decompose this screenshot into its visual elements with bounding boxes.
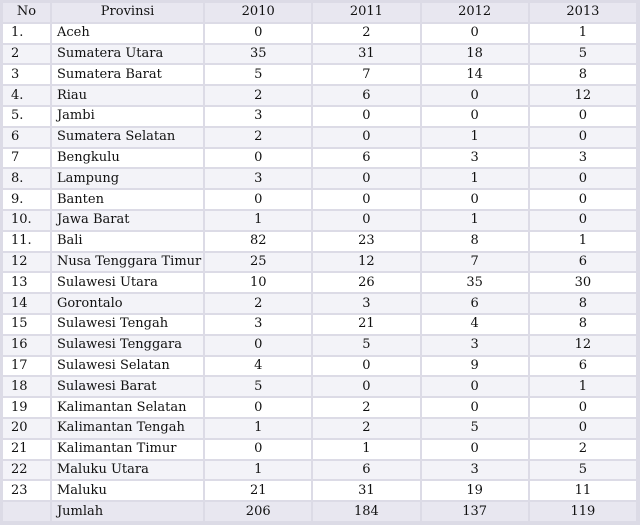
table-row [3,65,636,84]
value-2013: 0 [530,211,636,230]
value-2013: 8 [530,315,636,334]
total-row-number [3,502,50,521]
value-2012: 6 [422,294,528,313]
province-name: Maluku Utara [52,461,203,480]
value-2010: 0 [205,24,311,43]
value-2011: 5 [313,336,419,355]
value-2011: 26 [313,273,419,292]
value-2012: 0 [422,398,528,417]
province-name: Sulawesi Selatan [52,357,203,376]
province-name: Sulawesi Tenggara [52,336,203,355]
table-row [3,419,636,438]
province-name: Aceh [52,24,203,43]
table-row [3,211,636,230]
value-2011: 0 [313,128,419,147]
header-2013: 2013 [530,3,636,22]
row-number: 1. [3,24,50,43]
province-name: Jambi [52,107,203,126]
province-name: Sumatera Utara [52,45,203,64]
province-name: Sulawesi Utara [52,273,203,292]
value-2011: 2 [313,419,419,438]
total-value-2012: 137 [422,502,528,521]
province-name: Banten [52,190,203,209]
row-number: 7 [3,149,50,168]
row-number: 14 [3,294,50,313]
value-2012: 0 [422,377,528,396]
value-2012: 19 [422,481,528,500]
value-2013: 0 [530,190,636,209]
value-2012: 3 [422,461,528,480]
value-2010: 0 [205,149,311,168]
value-2013: 12 [530,86,636,105]
table-row [3,481,636,500]
value-2012: 18 [422,45,528,64]
table-row [3,377,636,396]
value-2010: 10 [205,273,311,292]
row-number: 3 [3,65,50,84]
row-number: 11. [3,232,50,251]
value-2010: 1 [205,211,311,230]
row-number: 16 [3,336,50,355]
value-2010: 1 [205,419,311,438]
value-2013: 5 [530,45,636,64]
table-row [3,107,636,126]
row-number: 19 [3,398,50,417]
header-2010: 2010 [205,3,311,22]
value-2010: 5 [205,65,311,84]
value-2011: 2 [313,24,419,43]
row-number: 12 [3,253,50,272]
value-2010: 0 [205,190,311,209]
value-2011: 6 [313,461,419,480]
value-2010: 2 [205,86,311,105]
value-2013: 0 [530,169,636,188]
row-number: 20 [3,419,50,438]
value-2012: 8 [422,232,528,251]
row-number: 4. [3,86,50,105]
value-2010: 4 [205,357,311,376]
total-province-name: Jumlah [52,502,203,521]
value-2013: 0 [530,128,636,147]
province-name: Kalimantan Tengah [52,419,203,438]
province-name: Sulawesi Tengah [52,315,203,334]
table-row [3,24,636,43]
value-2012: 14 [422,65,528,84]
table-row [3,45,636,64]
value-2012: 0 [422,440,528,459]
value-2011: 3 [313,294,419,313]
value-2013: 0 [530,419,636,438]
table-row [3,190,636,209]
value-2011: 23 [313,232,419,251]
value-2011: 0 [313,377,419,396]
value-2013: 3 [530,149,636,168]
province-name: Lampung [52,169,203,188]
value-2011: 2 [313,398,419,417]
value-2012: 1 [422,211,528,230]
value-2010: 0 [205,440,311,459]
value-2010: 3 [205,169,311,188]
table-row [3,357,636,376]
table-row [3,149,636,168]
value-2010: 2 [205,128,311,147]
province-name: Bali [52,232,203,251]
row-number: 2 [3,45,50,64]
table-row [3,440,636,459]
table-row [3,336,636,355]
value-2010: 2 [205,294,311,313]
table-row [3,461,636,480]
province-name: Kalimantan Timur [52,440,203,459]
value-2012: 35 [422,273,528,292]
row-number: 6 [3,128,50,147]
row-number: 13 [3,273,50,292]
value-2013: 1 [530,232,636,251]
value-2010: 21 [205,481,311,500]
value-2011: 0 [313,211,419,230]
value-2011: 6 [313,86,419,105]
value-2012: 7 [422,253,528,272]
table-row [3,86,636,105]
value-2012: 4 [422,315,528,334]
value-2012: 0 [422,24,528,43]
header-2012: 2012 [422,3,528,22]
value-2013: 8 [530,294,636,313]
row-number: 5. [3,107,50,126]
header-provinsi: Provinsi [52,3,203,22]
value-2010: 35 [205,45,311,64]
value-2012: 0 [422,86,528,105]
value-2013: 5 [530,461,636,480]
province-data-table [1,1,638,523]
value-2013: 11 [530,481,636,500]
header-2011: 2011 [313,3,419,22]
value-2013: 0 [530,107,636,126]
value-2013: 2 [530,440,636,459]
value-2011: 0 [313,357,419,376]
row-number: 9. [3,190,50,209]
value-2010: 5 [205,377,311,396]
table-row [3,294,636,313]
value-2013: 0 [530,398,636,417]
value-2010: 3 [205,107,311,126]
province-name: Sulawesi Barat [52,377,203,396]
row-number: 21 [3,440,50,459]
value-2011: 0 [313,190,419,209]
province-name: Sumatera Selatan [52,128,203,147]
value-2013: 1 [530,377,636,396]
table-row [3,315,636,334]
row-number: 18 [3,377,50,396]
table-row [3,232,636,251]
value-2010: 3 [205,315,311,334]
province-name: Gorontalo [52,294,203,313]
row-number: 22 [3,461,50,480]
value-2011: 21 [313,315,419,334]
value-2010: 1 [205,461,311,480]
value-2013: 30 [530,273,636,292]
value-2011: 1 [313,440,419,459]
value-2013: 8 [530,65,636,84]
province-name: Riau [52,86,203,105]
value-2010: 0 [205,336,311,355]
value-2012: 1 [422,169,528,188]
province-name: Sumatera Barat [52,65,203,84]
value-2011: 31 [313,45,419,64]
province-name: Nusa Tenggara Timur [52,253,203,272]
table-body [3,24,636,521]
value-2012: 3 [422,336,528,355]
total-value-2011: 184 [313,502,419,521]
province-name: Maluku [52,481,203,500]
province-name: Jawa Barat [52,211,203,230]
value-2010: 82 [205,232,311,251]
province-name: Kalimantan Selatan [52,398,203,417]
value-2012: 9 [422,357,528,376]
value-2010: 25 [205,253,311,272]
value-2011: 7 [313,65,419,84]
total-value-2010: 206 [205,502,311,521]
row-number: 15 [3,315,50,334]
total-value-2013: 119 [530,502,636,521]
row-number: 17 [3,357,50,376]
row-number: 10. [3,211,50,230]
province-name: Bengkulu [52,149,203,168]
value-2013: 6 [530,253,636,272]
value-2011: 0 [313,169,419,188]
value-2010: 0 [205,398,311,417]
value-2013: 6 [530,357,636,376]
row-number: 23 [3,481,50,500]
value-2012: 0 [422,107,528,126]
value-2012: 1 [422,128,528,147]
table-row [3,169,636,188]
value-2011: 12 [313,253,419,272]
value-2012: 5 [422,419,528,438]
total-row [3,502,636,521]
value-2011: 6 [313,149,419,168]
row-number: 8. [3,169,50,188]
value-2013: 1 [530,24,636,43]
value-2011: 0 [313,107,419,126]
table-header-row [3,3,636,22]
table-row [3,273,636,292]
value-2012: 0 [422,190,528,209]
table-row [3,253,636,272]
value-2012: 3 [422,149,528,168]
table-row [3,128,636,147]
header-no: No [3,3,50,22]
value-2011: 31 [313,481,419,500]
table-row [3,398,636,417]
value-2013: 12 [530,336,636,355]
